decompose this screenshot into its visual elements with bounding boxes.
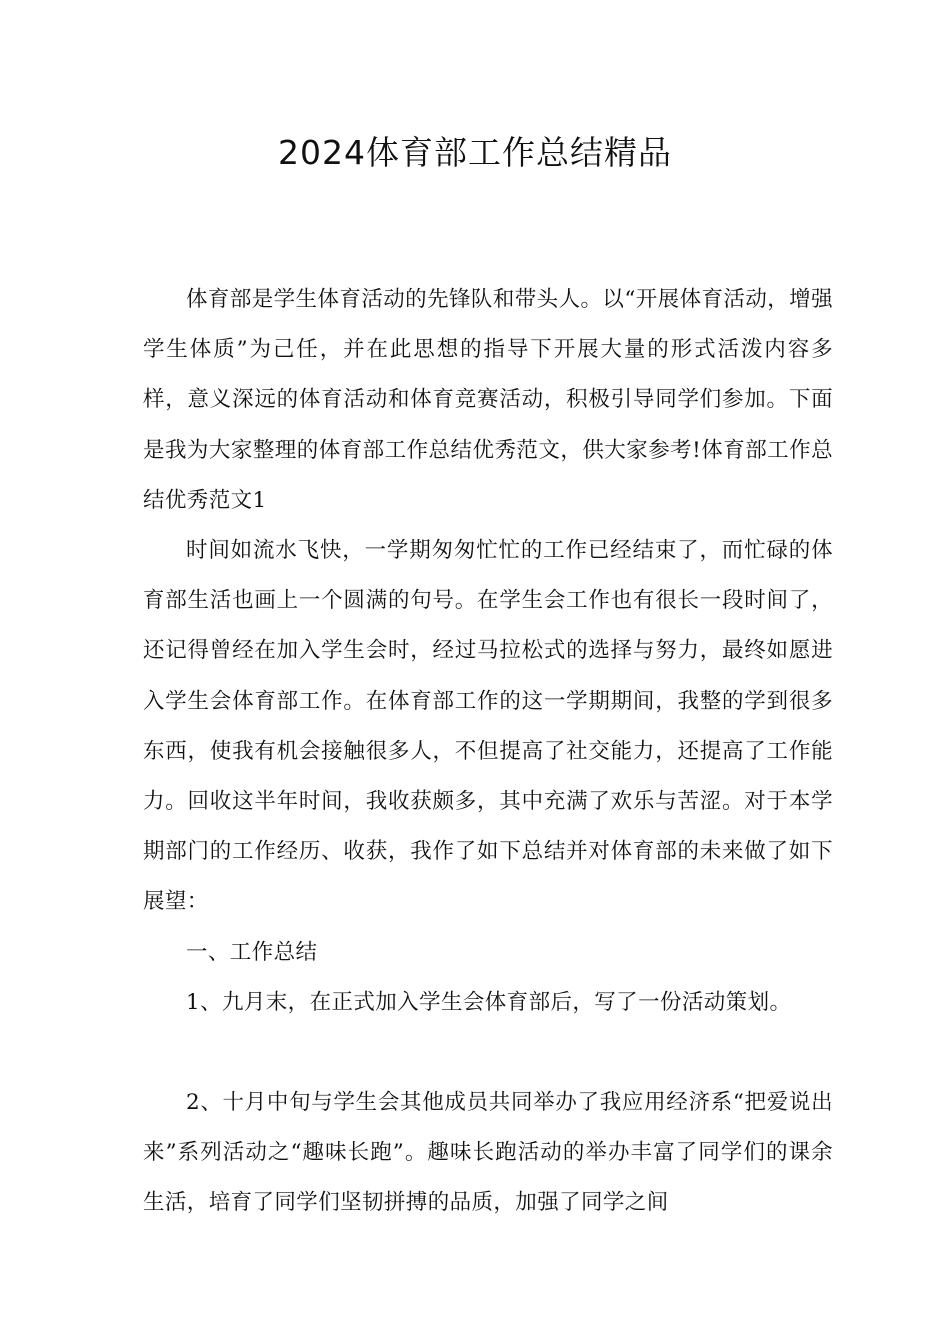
list-item: 2、十月中旬与学生会其他成员共同举办了我应用经济系“把爱说出来”系列活动之“趣味长跑”。趣味长跑活动的举办丰富了同学们的课余生活，培育了同学们坚韧拼搏的品质，加强了同学之间: [143, 1090, 833, 1216]
list-item: 1、九月末，在正式加入学生会体育部后，写了一份活动策划。: [186, 989, 792, 1015]
document-title: 2024体育部工作总结精品: [278, 133, 672, 172]
section-heading: 一、工作总结: [186, 939, 318, 965]
paragraph-review: 时间如流水飞快，一学期匆匆忙忙的工作已经结束了，而忙碌的体育部生活也画上一个圆满的句号。在学生会工作也有很长一段时间了，还记得曾经在加入学生会时，经过马拉松式的选择与努力，最终如愿进入学生会体育部工作。在体育部工作的这一学期期间，我整的学到很多东西，使我有机会接触很多人，不但提高了社交能力，还提高了工作能力。回收这半年时间，我收获颇多，其中充满了欢乐与苦涩。对于本学期部门的工作经历、收获，我作了如下总结并对体育部的未来做了如下展望：: [143, 538, 833, 915]
document-body: [143, 275, 833, 1229]
paragraph-intro: 体育部是学生体育活动的先锋队和带头人。以“开展体育活动，增强学生体质”为己任，并在此思想的指导下开展大量的形式活泼内容多样，意义深远的体育活动和体育竞赛活动，积极引导同学们参加。下面是我为大家整理的体育部工作总结优秀范文，供大家参考!体育部工作总结优秀范文1: [143, 287, 833, 513]
